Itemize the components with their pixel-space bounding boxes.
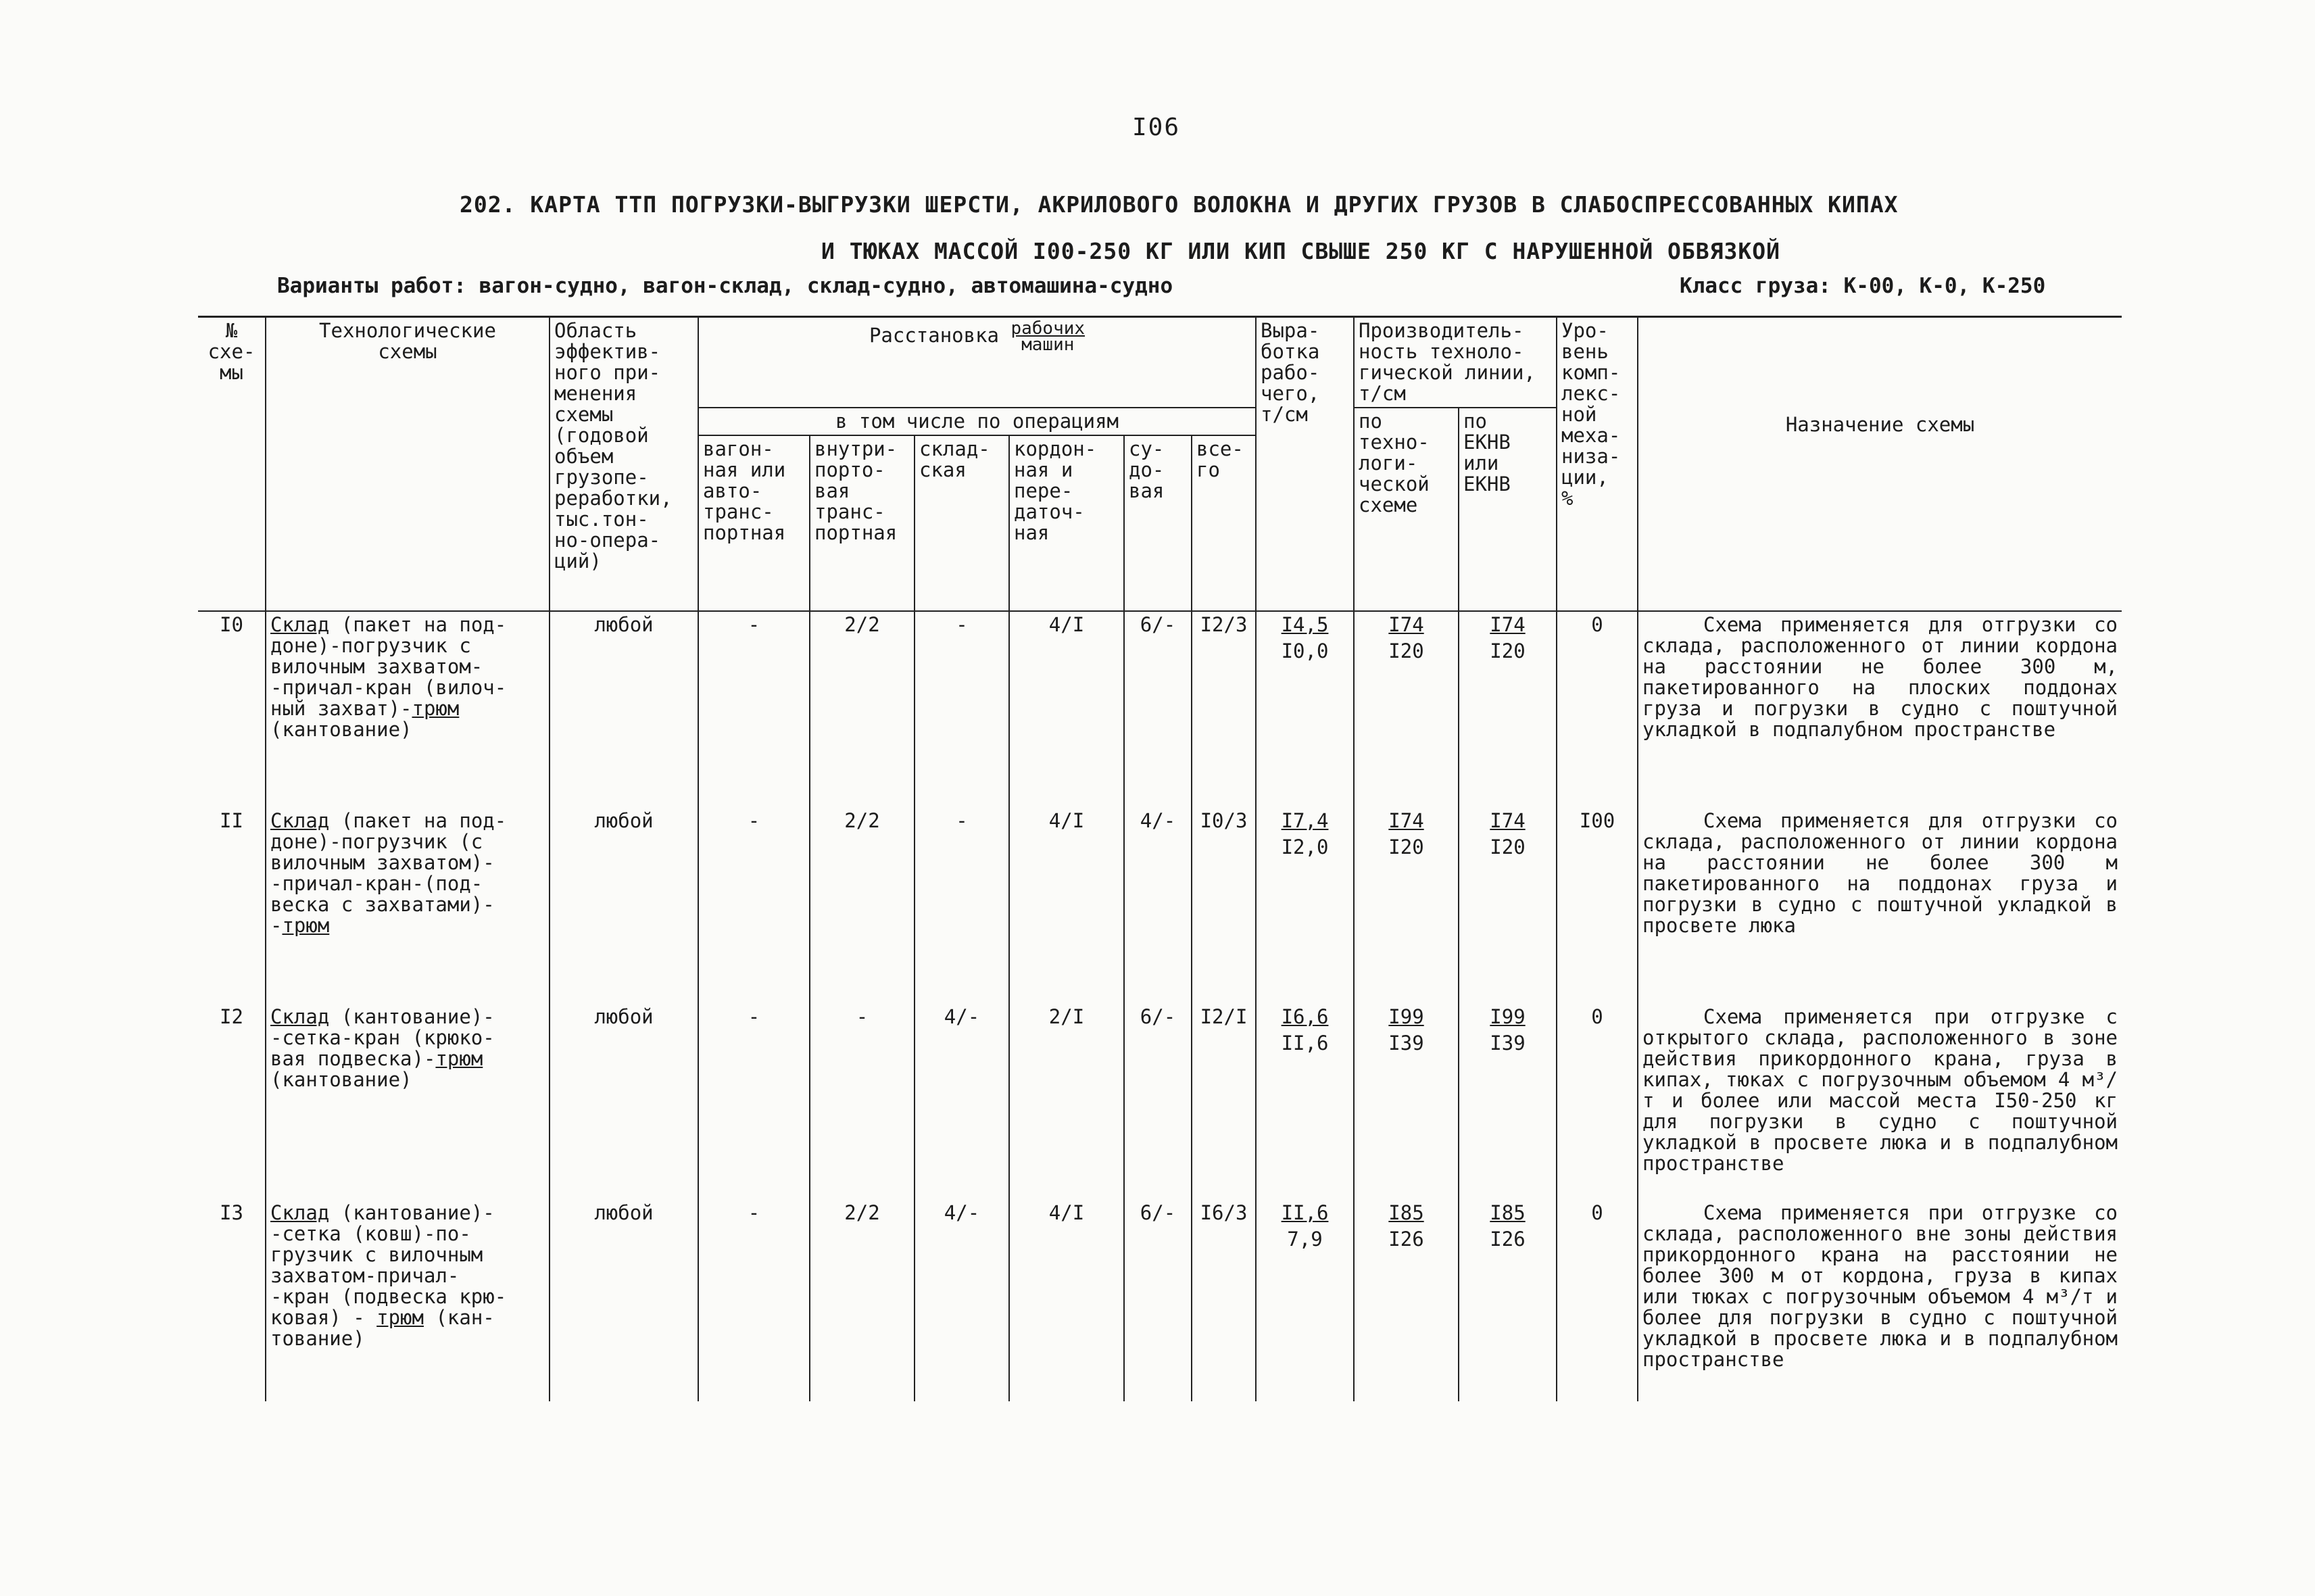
mechanization-level: 0 [1557,611,1638,808]
scheme-purpose: Схема применяется для отгрузки со склада, расположенного от линии кордона на расстоянии не более 300 м пакетированного на поддонах груза и погрузки в судно с поштучной укладкой в просвете люка [1638,808,2122,1004]
table-row [198,1200,2122,1401]
tech-productivity-top: I85 [1388,1201,1424,1224]
output-top: II,6 [1281,1201,1329,1224]
eknv-top: I74 [1490,809,1526,832]
ship-value: 4/- [1124,808,1192,1004]
tech-productivity-bottom: I20 [1388,836,1424,859]
total-value: I2/3 [1192,611,1256,808]
output-bottom: II,6 [1281,1032,1329,1055]
tech-scheme-productivity [1354,1200,1459,1401]
scheme-number: II [198,808,266,1004]
tech-productivity-bottom: I26 [1388,1228,1424,1251]
worker-output [1256,808,1354,1004]
total-value: I0/3 [1192,808,1256,1004]
application-area: любой [550,1004,698,1200]
quay-value: 4/I [1009,611,1124,808]
warehouse-value: - [915,808,1009,1004]
scheme-description [266,1200,550,1401]
mechanization-level: I00 [1557,808,1638,1004]
header-ship: су- до- вая [1124,435,1192,611]
page-title: 202. КАРТА ТТП ПОГРУЗКИ-ВЫГРУЗКИ ШЕРСТИ, АКРИЛОВОГО ВОЛОКНА И ДРУГИХ ГРУЗОВ В СЛАБОСПРЕССОВАННЫХ КИПАХ [460,191,1899,218]
mechanization-level: 0 [1557,1004,1638,1200]
application-area: любой [550,611,698,808]
scheme-number: I2 [198,1004,266,1200]
worker-output [1256,1004,1354,1200]
eknv-productivity [1459,808,1557,1004]
wagon-auto-value: - [698,1004,810,1200]
warehouse-value: - [915,611,1009,808]
warehouse-value: 4/- [915,1004,1009,1200]
eknv-productivity [1459,1004,1557,1200]
ship-value: 6/- [1124,1004,1192,1200]
scheme-purpose: Схема применяется при отгрузке со склада, расположенного вне зоны действия прикордонного крана на расстоянии не более 300 м от кордона, груза в кипах или тюках с погрузочным объемом 4 м³/т и более для погрузки в судно с поштучной укладкой в просвете люка и в подпалубном пространстве [1638,1200,2122,1401]
mechanization-level: 0 [1557,1200,1638,1401]
header-technological-schemes: Технологические схемы [266,317,550,612]
header-line-productivity: Производитель- ность техноло- гической линии, т/см [1354,317,1557,408]
header-scheme-purpose: Назначение схемы [1638,317,2122,612]
scheme-number: I3 [198,1200,266,1401]
output-top: I4,5 [1281,613,1329,636]
eknv-top: I99 [1490,1005,1526,1028]
wagon-auto-value: - [698,808,810,1004]
header-placement-prefix: Расстановка [869,324,1011,347]
ship-value: 6/- [1124,611,1192,808]
output-bottom: I0,0 [1281,639,1329,662]
table-row [198,1004,2122,1200]
page-title-continued: И ТЮКАХ МАССОЙ I00-250 КГ ИЛИ КИП СВЫШЕ 250 КГ С НАРУШЕННОЙ ОБВЯЗКОЙ [821,238,1781,264]
eknv-productivity [1459,1200,1557,1401]
scheme-purpose: Схема применяется для отгрузки со склада, расположенного от линии кордона на расстоянии не более 300 м, пакетированного на плоских поддонах груза и погрузки в судно с поштучной укладкой в подпалубном пространстве [1638,611,2122,808]
scheme-end: трюм [435,1047,483,1070]
scheme-end: трюм [282,914,330,937]
tech-scheme-productivity [1354,808,1459,1004]
ship-value: 6/- [1124,1200,1192,1401]
tech-productivity-top: I99 [1388,1005,1424,1028]
tech-scheme-productivity [1354,1004,1459,1200]
header-application-area: Область эффектив- ного при- менения схемы (годовой объем грузопе- реработки, тыс.тон- но-опера- ций) [550,317,698,612]
eknv-bottom: I26 [1490,1228,1526,1251]
tech-productivity-top: I74 [1388,809,1424,832]
quay-value: 4/I [1009,808,1124,1004]
header-warehouse: склад- ская [915,435,1009,611]
intraport-value: - [810,1004,915,1200]
scheme-description [266,808,550,1004]
page-number: I06 [1132,114,1181,141]
output-top: I7,4 [1281,809,1329,832]
eknv-bottom: I20 [1490,639,1526,662]
scheme-start: Склад [270,809,330,832]
scheme-start: Склад [270,1005,330,1028]
intraport-value: 2/2 [810,1200,915,1401]
wagon-auto-value: - [698,611,810,808]
scheme-tail: (кантование) [270,718,412,741]
header-intraport: внутри- порто- вая транс- портная [810,435,915,611]
eknv-top: I85 [1490,1201,1526,1224]
application-area: любой [550,808,698,1004]
scheme-description [266,611,550,808]
eknv-top: I74 [1490,613,1526,636]
scheme-tail: (кан- тование) [270,1306,495,1350]
total-value: I6/3 [1192,1200,1256,1401]
work-variants: Варианты работ: вагон-судно, вагон-склад, склад-судно, автомашина-судно [277,274,1173,298]
worker-output [1256,1200,1354,1401]
header-by-operations: в том числе по операциям [698,408,1256,435]
warehouse-value: 4/- [915,1200,1009,1401]
scheme-middle: (кантование)- -сетка (ковш)-по- грузчик с вилочным захватом-причал- -кран (подвеска крю- ковая) - [270,1201,507,1329]
output-bottom: 7,9 [1287,1228,1323,1251]
eknv-productivity [1459,611,1557,808]
header-worker-output: Выра- ботка рабо- чего, т/см [1256,317,1354,612]
header-total: все- го [1192,435,1256,611]
header-scheme-number: № схе- мы [198,317,266,612]
header-mechanization-level: Уро- вень комп- лекс- ной меха- низа- ции, % [1557,317,1638,612]
tech-productivity-bottom: I20 [1388,639,1424,662]
header-by-eknv: по ЕКНВ или ЕКНВ [1459,408,1557,611]
header-placement-machines: машин [1021,335,1075,355]
scheme-start: Склад [270,613,330,636]
header-by-tech-scheme: по техно- логи- ческой схеме [1354,408,1459,611]
output-top: I6,6 [1281,1005,1329,1028]
scheme-middle: (пакет на под- доне)-погрузчик (с вилочным захватом)- -причал-кран-(под- веска с захватами)- - [270,809,507,937]
cargo-class: Класс груза: К-00, К-0, К-250 [1680,274,2046,298]
quay-value: 2/I [1009,1004,1124,1200]
technology-card-table [198,316,2122,1401]
scheme-purpose: Схема применяется при отгрузке с открытого склада, расположенного в зоне действия прикордонного крана, груза в кипах, тюках с погрузочным объемом 4 м³/т и более или массой места I50-250 кг для погрузки в судно с поштучной укладкой в просвете люка и в подпалубном пространстве [1638,1004,2122,1200]
tech-productivity-top: I74 [1388,613,1424,636]
scheme-end: трюм [376,1306,424,1329]
scheme-number: I0 [198,611,266,808]
header-quay-transfer: кордон- ная и пере- даточ- ная [1009,435,1124,611]
header-wagon-auto: вагон- ная или авто- транс- портная [698,435,810,611]
eknv-bottom: I20 [1490,836,1526,859]
scheme-middle: (кантование)- -сетка-кран (крюко- вая подвеска)- [270,1005,495,1070]
scheme-start: Склад [270,1201,330,1224]
tech-scheme-productivity [1354,611,1459,808]
intraport-value: 2/2 [810,611,915,808]
wagon-auto-value: - [698,1200,810,1401]
table-row [198,808,2122,1004]
scheme-tail: (кантование) [270,1068,412,1091]
header-placement-workers: рабочих [1010,318,1086,339]
table-row [198,611,2122,808]
scheme-middle: (пакет на под- доне)-погрузчик с вилочным захватом- -причал-кран (вилоч- ный захват)- [270,613,507,720]
quay-value: 4/I [1009,1200,1124,1401]
scheme-description [266,1004,550,1200]
total-value: I2/I [1192,1004,1256,1200]
tech-productivity-bottom: I39 [1388,1032,1424,1055]
worker-output [1256,611,1354,808]
intraport-value: 2/2 [810,808,915,1004]
output-bottom: I2,0 [1281,836,1329,859]
header-placement [698,317,1256,408]
scheme-end: трюм [412,697,460,720]
eknv-bottom: I39 [1490,1032,1526,1055]
application-area: любой [550,1200,698,1401]
